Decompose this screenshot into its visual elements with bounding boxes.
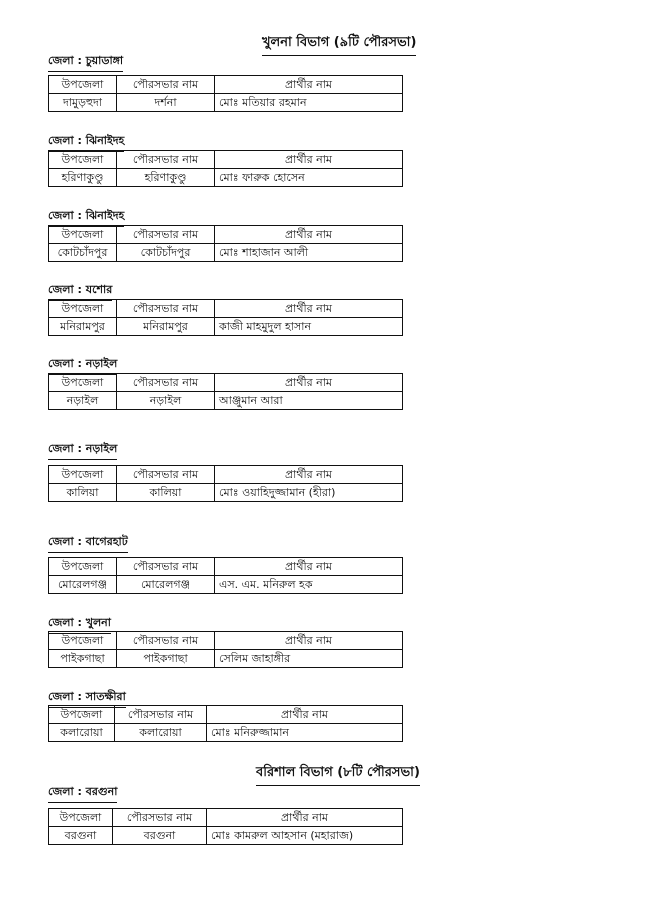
candidate-cell: এস. এম. মনিরুল হক [215,576,403,594]
table-row [49,318,403,336]
table-row [49,827,403,845]
header-pourashava: পৌরসভার নাম [117,374,215,392]
header-candidate: প্রার্থীর নাম [215,632,403,650]
district-label: জেলা : নড়াইল [48,355,117,375]
district-label: জেলা : বাগেরহাট [48,533,128,553]
header-upazila: উপজেলা [49,374,117,392]
header-pourashava: পৌরসভার নাম [117,632,215,650]
candidate-cell: মোঃ মনিরুজ্জামান [207,724,403,742]
candidate-cell: আঞ্জুমান আরা [215,392,403,410]
pourashava-cell: মোরেলগঞ্জ [117,576,215,594]
pourashava-cell: কলারোয়া [115,724,207,742]
upazila-cell: পাইকগাছা [49,650,117,668]
candidate-cell: মোঃ ওয়াহিদুজ্জামান (হীরা) [215,484,403,502]
table-row [49,392,403,410]
table-header-row [49,632,403,650]
header-pourashava: পৌরসভার নাম [117,300,215,318]
pourashava-cell: মনিরামপুর [117,318,215,336]
header-upazila: উপজেলা [49,558,117,576]
upazila-cell: কোটচাঁদপুর [49,244,117,262]
candidate-cell: মোঃ মতিয়ার রহমান [215,94,403,112]
candidate-table [48,299,403,336]
table-header-row [49,706,403,724]
candidate-table [48,373,403,410]
table-header-row [49,300,403,318]
candidate-table [48,808,403,845]
header-pourashava: পৌরসভার নাম [113,809,207,827]
candidate-table [48,75,403,112]
district-label: জেলা : ঝিনাইদহ [48,132,124,152]
header-candidate: প্রার্থীর নাম [215,300,403,318]
candidate-table [48,150,403,187]
header-candidate: প্রার্থীর নাম [215,226,403,244]
district-label: জেলা : ঝিনাইদহ [48,207,124,227]
header-pourashava: পৌরসভার নাম [117,226,215,244]
district-label: জেলা : খুলনা [48,614,111,634]
candidate-table [48,557,403,594]
upazila-cell: হরিণাকুণ্ডু [49,169,117,187]
table-row [49,169,403,187]
upazila-cell: কালিয়া [49,484,117,502]
pourashava-cell: পাইকগাছা [117,650,215,668]
division-title-khulna: খুলনা বিভাগ (৯টি পৌরসভা) [262,33,416,56]
table-header-row [49,226,403,244]
candidate-cell: মোঃ শাহাজান আলী [215,244,403,262]
pourashava-cell: বরগুনা [113,827,207,845]
table-header-row [49,76,403,94]
district-label: জেলা : চুয়াডাঙ্গা [48,52,123,72]
table-row [49,484,403,502]
pourashava-cell: কোটচাঁদপুর [117,244,215,262]
table-header-row [49,374,403,392]
candidate-cell: কাজী মাহমুদুল হাসান [215,318,403,336]
header-candidate: প্রার্থীর নাম [207,706,403,724]
pourashava-cell: কালিয়া [117,484,215,502]
header-upazila: উপজেলা [49,300,117,318]
header-pourashava: পৌরসভার নাম [115,706,207,724]
candidate-table [48,225,403,262]
district-label: জেলা : সাতক্ষীরা [48,688,126,708]
header-upazila: উপজেলা [49,76,117,94]
candidate-cell: মোঃ ফারুক হোসেন [215,169,403,187]
header-upazila: উপজেলা [49,151,117,169]
upazila-cell: কলারোয়া [49,724,115,742]
header-candidate: প্রার্থীর নাম [215,76,403,94]
header-upazila: উপজেলা [49,466,117,484]
header-upazila: উপজেলা [49,632,117,650]
table-row [49,94,403,112]
table-row [49,244,403,262]
candidate-table [48,465,403,502]
header-pourashava: পৌরসভার নাম [117,76,215,94]
table-row [49,724,403,742]
header-pourashava: পৌরসভার নাম [117,466,215,484]
upazila-cell: মনিরামপুর [49,318,117,336]
table-header-row [49,558,403,576]
header-candidate: প্রার্থীর নাম [215,151,403,169]
upazila-cell: দামুড়হুদা [49,94,117,112]
table-row [49,650,403,668]
pourashava-cell: দর্শনা [117,94,215,112]
header-candidate: প্রার্থীর নাম [215,558,403,576]
candidate-table [48,631,403,668]
header-pourashava: পৌরসভার নাম [117,151,215,169]
upazila-cell: মোরেলগঞ্জ [49,576,117,594]
district-label: জেলা : বরগুনা [48,783,117,803]
district-label: জেলা : যশোর [48,281,112,301]
header-pourashava: পৌরসভার নাম [117,558,215,576]
division-title-barishal: বরিশাল বিভাগ (৮টি পৌরসভা) [256,763,420,786]
upazila-cell: নড়াইল [49,392,117,410]
table-header-row [49,809,403,827]
table-header-row [49,151,403,169]
candidate-cell: মোঃ কামরুল আহসান (মহারাজ) [207,827,403,845]
header-upazila: উপজেলা [49,809,113,827]
header-candidate: প্রার্থীর নাম [207,809,403,827]
pourashava-cell: হরিণাকুণ্ডু [117,169,215,187]
header-candidate: প্রার্থীর নাম [215,374,403,392]
candidate-table [48,705,403,742]
upazila-cell: বরগুনা [49,827,113,845]
district-label: জেলা : নড়াইল [48,440,117,460]
candidate-cell: সেলিম জাহাঙ্গীর [215,650,403,668]
header-candidate: প্রার্থীর নাম [215,466,403,484]
table-row [49,576,403,594]
header-upazila: উপজেলা [49,706,115,724]
pourashava-cell: নড়াইল [117,392,215,410]
table-header-row [49,466,403,484]
header-upazila: উপজেলা [49,226,117,244]
